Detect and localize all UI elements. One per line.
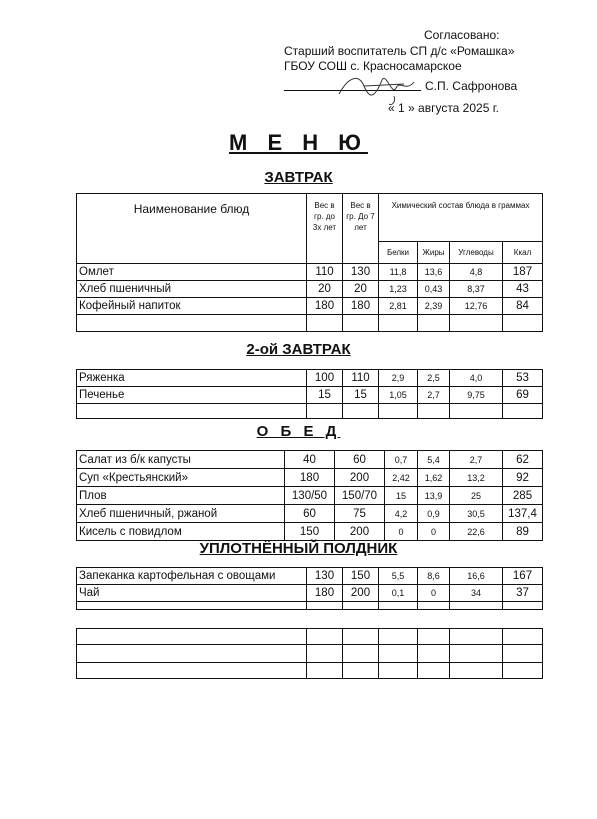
cell-fat: 2,39 (418, 298, 450, 315)
cell-weight-3: 60 (285, 505, 335, 523)
cell-carbs: 30,5 (450, 505, 503, 523)
approval-heading: Согласовано: (424, 28, 500, 42)
section-title-snack: УПЛОТНЁННЫЙ ПОЛДНИК (199, 540, 398, 557)
cell-carbs: 22,6 (450, 523, 503, 541)
cell-weight-7: 110 (343, 370, 379, 387)
cell-dish-name: Омлет (77, 264, 307, 281)
cell-protein: 0,1 (379, 585, 418, 602)
cell-carbs: 9,75 (450, 387, 503, 404)
table-row-empty (77, 404, 543, 419)
cell-dish-name: Кофейный напиток (77, 298, 307, 315)
section-title-lunch: О Б Е Д (256, 423, 341, 440)
cell-carbs: 4,8 (450, 264, 503, 281)
cell-weight-3: 180 (307, 298, 343, 315)
cell-weight-7: 150 (343, 568, 379, 585)
cell-dish-name: Хлеб пшеничный, ржаной (77, 505, 285, 523)
cell-kcal: 62 (503, 451, 543, 469)
table-row-empty (77, 315, 543, 332)
snack-table (76, 567, 543, 610)
header-kcal: Ккал (503, 242, 543, 264)
cell-carbs: 12,76 (450, 298, 503, 315)
cell-dish-name: Печенье (77, 387, 307, 404)
cell-carbs: 4,0 (450, 370, 503, 387)
empty-table (76, 628, 543, 679)
table-row (77, 585, 543, 602)
cell-weight-7: 60 (335, 451, 385, 469)
cell-dish-name: Кисель с повидлом (77, 523, 285, 541)
table-row (77, 469, 543, 487)
cell-kcal: 137,4 (503, 505, 543, 523)
cell-carbs: 34 (450, 585, 503, 602)
cell-protein: 0 (385, 523, 418, 541)
table-row (77, 487, 543, 505)
cell-protein: 1,05 (379, 387, 418, 404)
cell-weight-7: 130 (343, 264, 379, 281)
breakfast-table (76, 193, 543, 332)
second-breakfast-table (76, 369, 543, 419)
cell-kcal: 43 (503, 281, 543, 298)
cell-dish-name: Хлеб пшеничный (77, 281, 307, 298)
cell-fat: 13,6 (418, 264, 450, 281)
cell-dish-name: Чай (77, 585, 307, 602)
cell-fat: 13,9 (418, 487, 450, 505)
cell-protein: 2,42 (385, 469, 418, 487)
cell-kcal: 92 (503, 469, 543, 487)
table-row (77, 370, 543, 387)
cell-weight-3: 20 (307, 281, 343, 298)
cell-weight-7: 200 (335, 469, 385, 487)
table-row (77, 387, 543, 404)
approval-position: Старший воспитатель СП д/с «Ромашка» (284, 44, 515, 58)
cell-fat: 0 (418, 585, 450, 602)
signature-mark (334, 66, 424, 106)
table-row (77, 523, 543, 541)
approval-date: « 1 » августа 2025 г. (388, 101, 499, 115)
cell-kcal: 187 (503, 264, 543, 281)
cell-weight-3: 110 (307, 264, 343, 281)
cell-carbs: 2,7 (450, 451, 503, 469)
cell-dish-name: Салат из б/к капусты (77, 451, 285, 469)
cell-weight-7: 15 (343, 387, 379, 404)
cell-weight-3: 180 (307, 585, 343, 602)
cell-weight-7: 180 (343, 298, 379, 315)
cell-protein: 5,5 (379, 568, 418, 585)
cell-dish-name: Запеканка картофельная с овощами (77, 568, 307, 585)
cell-carbs: 25 (450, 487, 503, 505)
table-row (77, 264, 543, 281)
header-protein: Белки (379, 242, 418, 264)
cell-fat: 0,43 (418, 281, 450, 298)
cell-kcal: 53 (503, 370, 543, 387)
table-row-empty (77, 645, 543, 663)
cell-weight-3: 150 (285, 523, 335, 541)
cell-protein: 15 (385, 487, 418, 505)
cell-weight-3: 100 (307, 370, 343, 387)
cell-weight-7: 200 (343, 585, 379, 602)
cell-weight-3: 130/50 (285, 487, 335, 505)
cell-fat: 0,9 (418, 505, 450, 523)
cell-weight-7: 200 (335, 523, 385, 541)
cell-protein: 0,7 (385, 451, 418, 469)
cell-protein: 11,8 (379, 264, 418, 281)
cell-dish-name: Плов (77, 487, 285, 505)
table-row (77, 451, 543, 469)
cell-weight-7: 75 (335, 505, 385, 523)
cell-fat: 2,7 (418, 387, 450, 404)
table-row (77, 568, 543, 585)
cell-weight-3: 15 (307, 387, 343, 404)
cell-carbs: 13,2 (450, 469, 503, 487)
cell-kcal: 84 (503, 298, 543, 315)
cell-fat: 1,62 (418, 469, 450, 487)
approval-organization: ГБОУ СОШ с. Красносамарское (284, 59, 462, 73)
cell-dish-name: Ряженка (77, 370, 307, 387)
table-row-empty (77, 602, 543, 610)
cell-kcal: 69 (503, 387, 543, 404)
page-title: М Е Н Ю (229, 130, 368, 155)
cell-dish-name: Суп «Крестьянский» (77, 469, 285, 487)
section-title-breakfast: ЗАВТРАК (264, 169, 333, 186)
header-fat: Жиры (418, 242, 450, 264)
lunch-table (76, 450, 543, 541)
cell-kcal: 285 (503, 487, 543, 505)
header-weight-7: Вес в гр. До 7 лет (343, 194, 379, 264)
cell-weight-3: 40 (285, 451, 335, 469)
table-row (77, 505, 543, 523)
cell-kcal: 89 (503, 523, 543, 541)
cell-fat: 0 (418, 523, 450, 541)
cell-weight-7: 20 (343, 281, 379, 298)
cell-weight-3: 180 (285, 469, 335, 487)
header-dish-name: Наименование блюд (77, 194, 307, 264)
header-weight-3: Вес в гр. до 3х лет (307, 194, 343, 264)
cell-fat: 8,6 (418, 568, 450, 585)
table-row (77, 298, 543, 315)
cell-protein: 2,9 (379, 370, 418, 387)
table-row-empty (77, 663, 543, 679)
cell-kcal: 37 (503, 585, 543, 602)
header-carbs: Углеводы (450, 242, 503, 264)
cell-carbs: 8,37 (450, 281, 503, 298)
cell-weight-3: 130 (307, 568, 343, 585)
cell-protein: 2,81 (379, 298, 418, 315)
table-row (77, 281, 543, 298)
cell-kcal: 167 (503, 568, 543, 585)
cell-fat: 2,5 (418, 370, 450, 387)
header-chemical: Химический состав блюда в граммах (379, 194, 543, 242)
cell-carbs: 16,6 (450, 568, 503, 585)
cell-fat: 5,4 (418, 451, 450, 469)
cell-protein: 4,2 (385, 505, 418, 523)
cell-protein: 1,23 (379, 281, 418, 298)
section-title-second-breakfast: 2-ой ЗАВТРАК (246, 341, 351, 358)
approval-signer: С.П. Сафронова (425, 79, 518, 93)
table-row-empty (77, 629, 543, 645)
cell-weight-7: 150/70 (335, 487, 385, 505)
